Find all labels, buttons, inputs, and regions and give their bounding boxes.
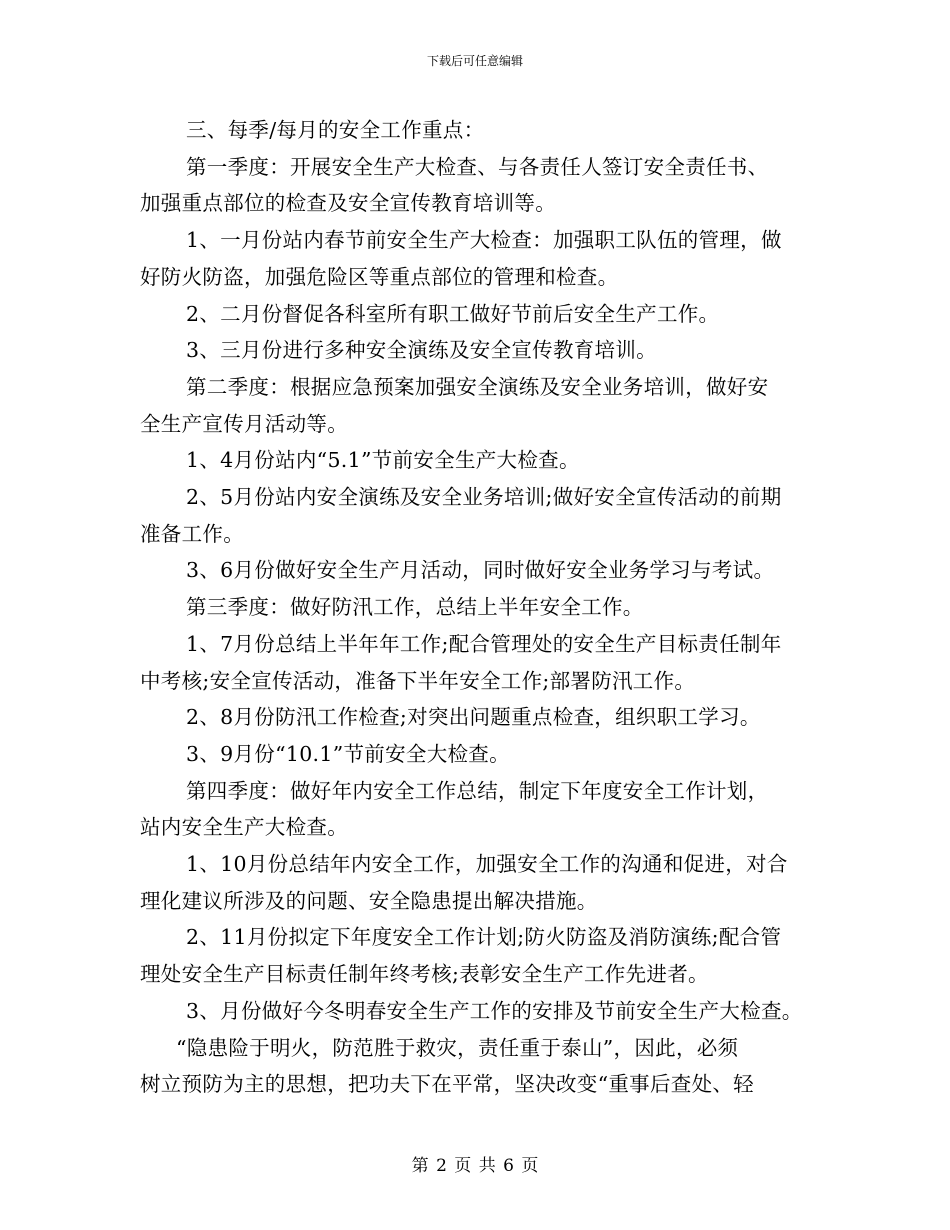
paragraph-line: “隐患险于明火，防范胜于救灾，责任重于泰山”，因此，必须 bbox=[176, 1035, 739, 1060]
paragraph-line: 1、7月份总结上半年年工作;配合管理处的安全生产目标责任制年 bbox=[186, 631, 782, 656]
document-body bbox=[140, 112, 840, 1103]
paragraph-line: 3、6月份做好安全生产月活动，同时做好安全业务学习与考试。 bbox=[186, 558, 775, 583]
paragraph-line: 理化建议所涉及的问题、安全隐患提出解决措施。 bbox=[140, 888, 598, 913]
paragraph-line: 3、月份做好今冬明春安全生产工作的安排及节前安全生产大检查。 bbox=[186, 998, 803, 1023]
paragraph-line: 3、9月份“10.1”节前安全大检查。 bbox=[186, 741, 510, 766]
paragraph-line: 第二季度：根据应急预案加强安全演练及安全业务培训，做好安 bbox=[186, 374, 769, 399]
paragraph-line: 2、8月份防汛工作检查;对突出问题重点检查，组织职工学习。 bbox=[186, 705, 761, 730]
paragraph-line: 2、二月份督促各科室所有职工做好节前后安全生产工作。 bbox=[186, 301, 720, 326]
page-header-note: 下载后可任意编辑 bbox=[426, 54, 523, 68]
paragraph-line: 3、三月份进行多种安全演练及安全宣传教育培训。 bbox=[186, 338, 657, 363]
paragraph-line: 第三季度：做好防汛工作，总结上半年安全工作。 bbox=[186, 595, 644, 620]
paragraph-line: 全生产宣传月活动等。 bbox=[140, 411, 348, 436]
paragraph-line: 加强重点部位的检查及安全宣传教育培训等。 bbox=[140, 191, 556, 216]
paragraph-line: 2、5月份站内安全演练及安全业务培训;做好安全宣传活动的前期 bbox=[186, 485, 782, 510]
paragraph-line: 中考核;安全宣传活动，准备下半年安全工作;部署防汛工作。 bbox=[140, 668, 696, 693]
paragraph-line: 2、11月份拟定下年度安全工作计划;防火防盗及消防演练;配合管 bbox=[186, 925, 782, 950]
paragraph-line: 站内安全生产大检查。 bbox=[140, 815, 348, 840]
paragraph-line: 1、4月份站内“5.1”节前安全生产大检查。 bbox=[186, 448, 580, 473]
section-heading: 三、每季/每月的安全工作重点： bbox=[186, 118, 485, 142]
paragraph-line: 第一季度：开展安全生产大检查、与各责任人签订安全责任书、 bbox=[186, 154, 769, 179]
paragraph-line: 1、一月份站内春节前安全生产大检查：加强职工队伍的管理，做 bbox=[186, 228, 782, 253]
paragraph-line: 树立预防为主的思想，把功夫下在平常，坚决改变“重事后查处、轻 bbox=[140, 1072, 754, 1097]
paragraph-line: 好防火防盗，加强危险区等重点部位的管理和检查。 bbox=[140, 264, 619, 289]
paragraph-line: 理处安全生产目标责任制年终考核;表彰安全生产工作先进者。 bbox=[140, 962, 709, 987]
paragraph-line: 准备工作。 bbox=[140, 521, 244, 546]
paragraph-line: 1、10月份总结年内安全工作，加强安全工作的沟通和促进，对合 bbox=[186, 852, 788, 877]
paragraph-line: 第四季度：做好年内安全工作总结，制定下年度安全工作计划， bbox=[186, 778, 769, 803]
page-number: 第 2 页 共 6 页 bbox=[411, 1156, 539, 1176]
